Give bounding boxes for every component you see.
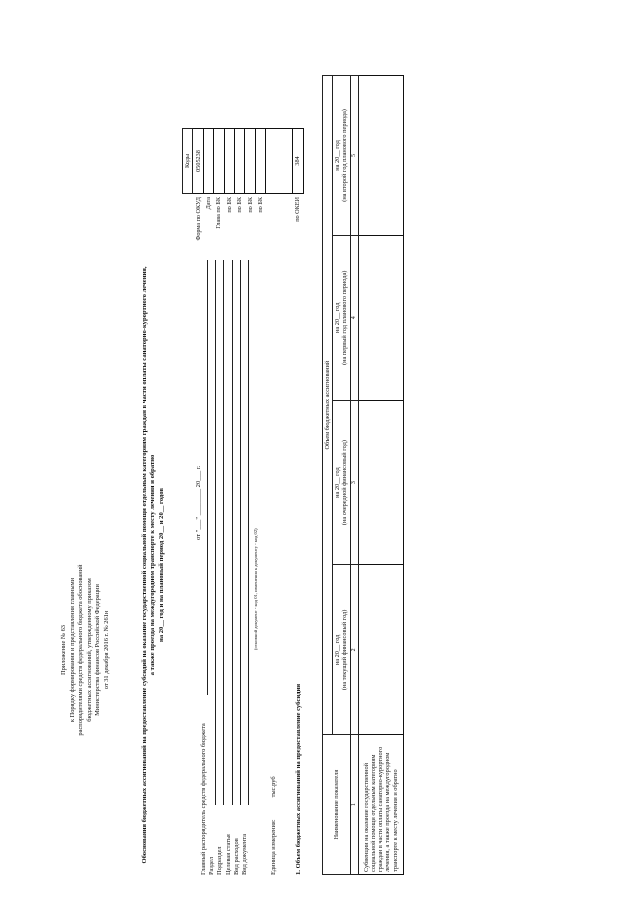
- field-line[interactable]: [232, 260, 233, 805]
- code-label: по ОКЕИ: [294, 197, 302, 222]
- code-label: [266, 194, 293, 258]
- field-label: Подраздел: [216, 846, 224, 875]
- code-value: [245, 129, 255, 194]
- table-row: [358, 76, 403, 875]
- document-title: [141, 255, 166, 875]
- allocations-table: [322, 75, 404, 875]
- appendix-line: бюджетных ассигнований, утвержденному приказом: [85, 578, 93, 722]
- year-label: на 20__ год: [334, 302, 342, 334]
- appendix-line: распорядителями средств федерального бюджета обоснований: [77, 564, 85, 736]
- code-value: 384: [293, 129, 303, 194]
- year-column-header: [333, 235, 350, 400]
- value-cell[interactable]: [358, 235, 403, 400]
- code-label: по БК: [225, 197, 233, 213]
- code-value: [203, 129, 213, 194]
- title-line: Обоснования бюджетных ассигнований на предоставление субсидий на оказание государственной социальной помощи отдельным категориям граждан в части оплаты санаторно-курортного лечения,: [141, 266, 148, 864]
- value-cell[interactable]: [358, 76, 403, 236]
- year-label: на 20__ год: [334, 467, 342, 498]
- field-line[interactable]: [215, 260, 216, 805]
- year-column-header: [333, 400, 350, 565]
- code-value: [214, 129, 224, 194]
- column-numbers-row: [350, 76, 358, 875]
- units-line: [270, 776, 277, 875]
- value-cell[interactable]: [358, 400, 403, 565]
- field-line[interactable]: [248, 260, 249, 805]
- field-line[interactable]: [207, 260, 208, 695]
- year-sub-label: (на первый год планового периода): [341, 270, 349, 365]
- code-label: Форма по ОКУД: [194, 197, 202, 241]
- code-label: по БК: [236, 197, 244, 213]
- field-label: Раздел: [208, 856, 216, 875]
- code-value: [255, 129, 265, 194]
- field-label: Вид документа: [240, 833, 248, 875]
- column-number: 4: [350, 235, 358, 400]
- code-value: [266, 129, 293, 194]
- code-value: [224, 129, 234, 194]
- appendix-line: Приложение № 63: [60, 625, 67, 675]
- codes-table: [182, 128, 304, 257]
- value-cell[interactable]: [358, 565, 403, 735]
- date-line: от "___" ________ 20___ г.: [195, 465, 202, 540]
- allocations-group-header: Объем бюджетных ассигнований: [323, 76, 333, 735]
- title-line: на 20__ год и на плановый период 20__ и 20__ годов: [157, 488, 165, 642]
- section-title: 1. Объем бюджетных ассигнований на предоставление субсидии: [295, 683, 302, 875]
- units-value: тыс.руб: [270, 776, 277, 798]
- field-line[interactable]: [240, 260, 241, 805]
- code-label: по БК: [256, 197, 264, 213]
- appendix-line: от 31 декабря 2016 г. № 261н: [102, 610, 110, 690]
- code-label: Глава по БК: [215, 197, 223, 229]
- code-label: по БК: [246, 197, 254, 213]
- code-value: 0505238: [193, 129, 203, 194]
- field-line[interactable]: [223, 260, 224, 805]
- title-line: а также проезда на междугородном транспорте к месту лечения и обратно: [149, 454, 157, 676]
- column-number: 3: [350, 400, 358, 565]
- code-value: [234, 129, 244, 194]
- row-label: Субвенции на оказание государственной социальной помощи отдельным категориям граждан в части оплаты санаторно-курортного лечения, а также проезда на междугородном транспорте к месту лечения и обратно: [358, 735, 403, 875]
- field-label: Целевая статья: [224, 834, 232, 875]
- year-sub-label: (на второй год планового периода): [341, 109, 349, 202]
- year-sub-label: (на очередной финансовый год): [341, 440, 349, 526]
- code-label: Дата: [204, 197, 212, 210]
- year-column-header: [333, 76, 350, 236]
- column-number: 5: [350, 76, 358, 236]
- codes-header: Коды: [183, 129, 193, 194]
- year-sub-label: (на текущий финансовый год): [341, 609, 349, 691]
- indicator-name-header: Наименование показателя: [323, 735, 351, 875]
- appendix-line: Министерства финансов Российской Федерации: [94, 584, 102, 716]
- field-label: Главный распорядитель средств федерального бюджета: [200, 723, 207, 875]
- year-label: на 20__ год: [334, 634, 342, 666]
- year-column-header: [333, 565, 350, 735]
- year-label: на 20__ год: [334, 140, 342, 171]
- column-number: 1: [350, 735, 358, 875]
- units-label: Единица измерения:: [270, 819, 277, 875]
- column-number: 2: [350, 565, 358, 735]
- document-type-note: (основной документ - код 01, изменения к документу - код 02): [253, 528, 258, 650]
- appendix-line: к Порядку формирования и представления главными: [68, 577, 76, 723]
- field-label: Вид расходов: [232, 838, 240, 875]
- appendix-header: [60, 520, 112, 780]
